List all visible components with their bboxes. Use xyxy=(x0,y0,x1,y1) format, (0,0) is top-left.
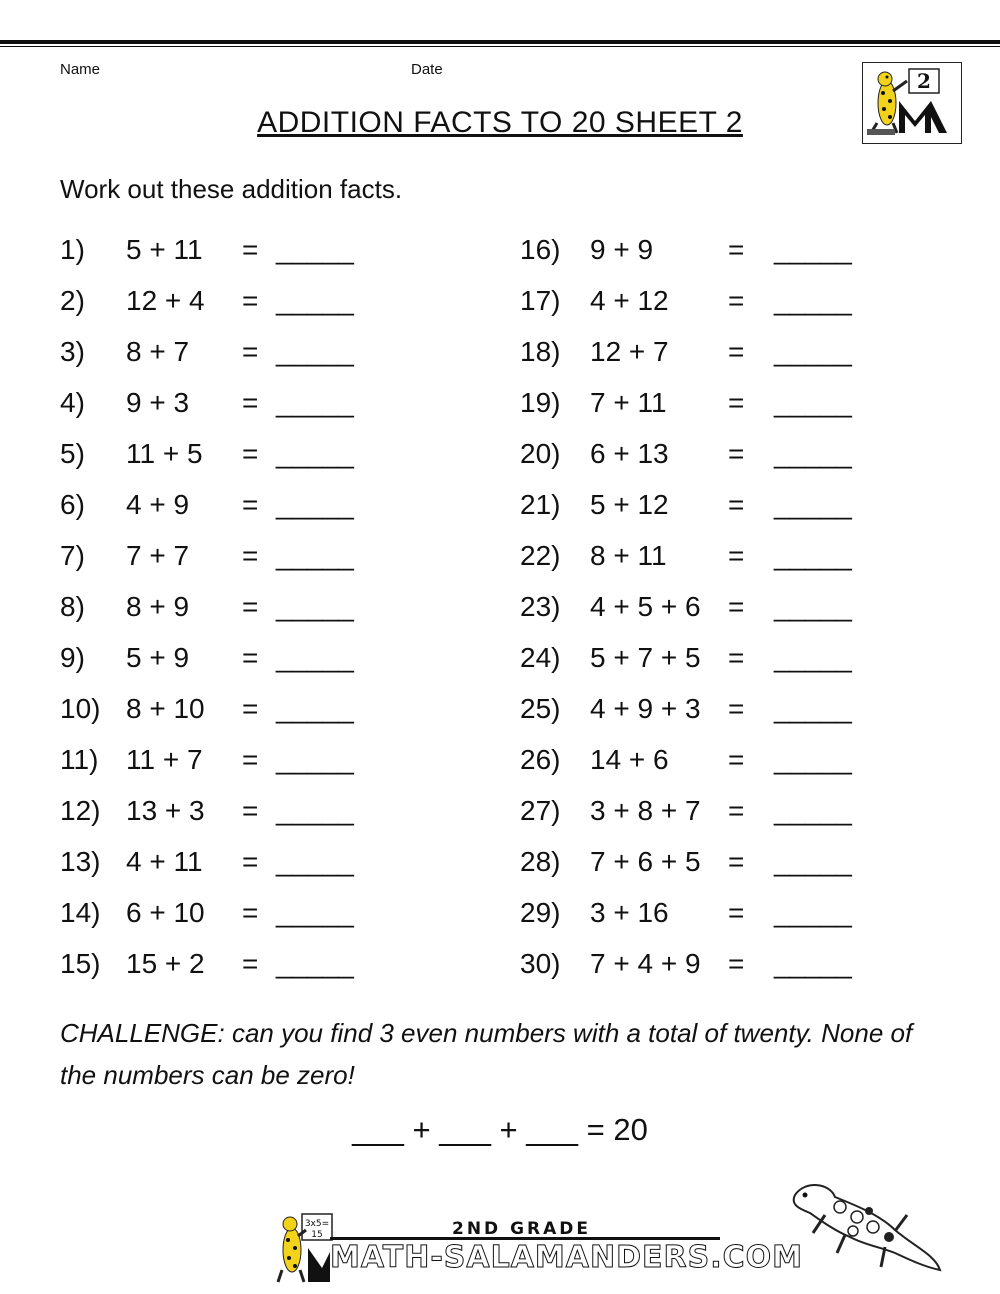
problem-number: 13) xyxy=(60,846,101,877)
problem-number: 1) xyxy=(60,234,85,265)
problem-row xyxy=(0,942,1000,986)
problem-expression: 5 + 11 xyxy=(126,234,203,265)
answer-blank[interactable]: _____ xyxy=(276,693,354,724)
problem-number: 15) xyxy=(60,948,101,979)
answer-blank[interactable]: _____ xyxy=(774,795,852,826)
name-label: Name xyxy=(60,61,101,78)
problem-number: 22) xyxy=(520,540,561,571)
problem-expression: 6 + 10 xyxy=(126,897,205,928)
answer-blank[interactable]: _____ xyxy=(774,846,852,877)
problem-number: 6) xyxy=(60,489,85,520)
problem-expression: 12 + 7 xyxy=(590,336,669,367)
equals-sign: = xyxy=(242,846,259,877)
problem-expression: 13 + 3 xyxy=(126,795,205,826)
problem-expression: 4 + 9 + 3 xyxy=(590,693,701,724)
footer-board-text-1: 3x5= xyxy=(304,1219,330,1229)
answer-blank[interactable]: _____ xyxy=(774,642,852,673)
challenge-text: CHALLENGE: can you find 3 even numbers with a total of twenty. None of the numbers can be zero! xyxy=(60,1018,913,1090)
equals-sign: = xyxy=(242,693,259,724)
equals-sign: = xyxy=(728,744,745,775)
problem-number: 4) xyxy=(60,387,85,418)
equals-sign: = xyxy=(242,234,259,265)
answer-blank[interactable]: _____ xyxy=(774,336,852,367)
problem-expression: 5 + 12 xyxy=(590,489,669,520)
equals-sign: = xyxy=(242,540,259,571)
answer-blank[interactable]: _____ xyxy=(276,897,354,928)
problem-number: 12) xyxy=(60,795,101,826)
equals-sign: = xyxy=(728,642,745,673)
top-rule xyxy=(0,40,1000,44)
equals-sign: = xyxy=(728,387,745,418)
answer-blank[interactable]: _____ xyxy=(774,948,852,979)
problem-number: 16) xyxy=(520,234,561,265)
problem-expression: 7 + 6 + 5 xyxy=(590,846,701,877)
salamander-icon xyxy=(785,1175,945,1285)
problem-expression: 4 + 11 xyxy=(126,846,203,877)
problem-number: 28) xyxy=(520,846,561,877)
equals-sign: = xyxy=(242,744,259,775)
answer-blank[interactable]: _____ xyxy=(774,234,852,265)
equals-sign: = xyxy=(728,693,745,724)
equals-sign: = xyxy=(728,795,745,826)
answer-blank[interactable]: _____ xyxy=(276,336,354,367)
equals-sign: = xyxy=(728,234,745,265)
answer-blank[interactable]: _____ xyxy=(276,948,354,979)
problem-expression: 11 + 7 xyxy=(126,744,203,775)
problem-row xyxy=(0,483,1000,527)
problem-row xyxy=(0,279,1000,323)
answer-blank[interactable]: _____ xyxy=(774,285,852,316)
problem-expression: 8 + 10 xyxy=(126,693,205,724)
equals-sign: = xyxy=(728,438,745,469)
problem-expression: 15 + 2 xyxy=(126,948,205,979)
answer-blank[interactable]: _____ xyxy=(276,387,354,418)
equals-sign: = xyxy=(728,897,745,928)
problem-row xyxy=(0,891,1000,935)
problem-number: 2) xyxy=(60,285,85,316)
equals-sign: = xyxy=(242,438,259,469)
problem-row xyxy=(0,534,1000,578)
problem-row xyxy=(0,432,1000,476)
answer-blank[interactable]: _____ xyxy=(276,489,354,520)
equals-sign: = xyxy=(728,336,745,367)
problem-row xyxy=(0,381,1000,425)
problem-row xyxy=(0,636,1000,680)
answer-blank[interactable]: _____ xyxy=(774,438,852,469)
footer-grade: 2ND GRADE xyxy=(452,1219,592,1239)
problem-number: 9) xyxy=(60,642,85,673)
problem-number: 20) xyxy=(520,438,561,469)
problem-row xyxy=(0,585,1000,629)
answer-blank[interactable]: _____ xyxy=(774,693,852,724)
problem-number: 29) xyxy=(520,897,561,928)
answer-blank[interactable]: _____ xyxy=(276,438,354,469)
problem-number: 19) xyxy=(520,387,561,418)
equals-sign: = xyxy=(242,387,259,418)
answer-blank[interactable]: _____ xyxy=(276,642,354,673)
problem-number: 7) xyxy=(60,540,85,571)
answer-blank[interactable]: _____ xyxy=(774,897,852,928)
equals-sign: = xyxy=(242,948,259,979)
equals-sign: = xyxy=(242,489,259,520)
problem-expression: 4 + 5 + 6 xyxy=(590,591,701,622)
problem-number: 25) xyxy=(520,693,561,724)
problem-number: 17) xyxy=(520,285,561,316)
problem-expression: 6 + 13 xyxy=(590,438,669,469)
problem-number: 18) xyxy=(520,336,561,367)
footer-site-link[interactable]: MATH-SALAMANDERS.COM xyxy=(330,1240,803,1275)
problem-expression: 8 + 9 xyxy=(126,591,190,622)
equals-sign: = xyxy=(242,795,259,826)
answer-blank[interactable]: _____ xyxy=(276,540,354,571)
problem-row xyxy=(0,840,1000,884)
answer-blank[interactable]: _____ xyxy=(276,234,354,265)
equals-sign: = xyxy=(728,948,745,979)
equals-sign: = xyxy=(728,285,745,316)
problem-expression: 9 + 9 xyxy=(590,234,654,265)
answer-blank[interactable]: _____ xyxy=(774,591,852,622)
problem-number: 21) xyxy=(520,489,561,520)
equals-sign: = xyxy=(242,642,259,673)
problem-number: 5) xyxy=(60,438,85,469)
equals-sign: = xyxy=(242,336,259,367)
instruction-text: Work out these addition facts. xyxy=(60,174,403,204)
challenge-equation: ___ + ___ + ___ = 20 xyxy=(352,1112,648,1147)
answer-blank[interactable]: _____ xyxy=(276,591,354,622)
problem-row xyxy=(0,738,1000,782)
equals-sign: = xyxy=(242,285,259,316)
problem-row xyxy=(0,228,1000,272)
problem-expression: 12 + 4 xyxy=(126,285,205,316)
problem-expression: 9 + 3 xyxy=(126,387,190,418)
answer-blank[interactable]: _____ xyxy=(774,489,852,520)
answer-blank[interactable]: _____ xyxy=(276,744,354,775)
problem-row xyxy=(0,789,1000,833)
problem-expression: 4 + 12 xyxy=(590,285,669,316)
problem-number: 24) xyxy=(520,642,561,673)
equals-sign: = xyxy=(728,591,745,622)
answer-blank[interactable]: _____ xyxy=(774,387,852,418)
date-label: Date xyxy=(411,61,443,78)
problem-number: 3) xyxy=(60,336,85,367)
page-title: ADDITION FACTS TO 20 SHEET 2 xyxy=(257,106,743,139)
answer-blank[interactable]: _____ xyxy=(276,795,354,826)
top-rule-thin xyxy=(0,46,1000,47)
answer-blank[interactable]: _____ xyxy=(774,540,852,571)
equals-sign: = xyxy=(728,489,745,520)
problem-number: 11) xyxy=(60,744,99,775)
problem-number: 8) xyxy=(60,591,85,622)
logo-grade-number: 2 xyxy=(917,69,931,93)
problem-expression: 7 + 7 xyxy=(126,540,190,571)
equals-sign: = xyxy=(728,540,745,571)
answer-blank[interactable]: _____ xyxy=(774,744,852,775)
problem-expression: 14 + 6 xyxy=(590,744,669,775)
answer-blank[interactable]: _____ xyxy=(276,846,354,877)
problem-number: 10) xyxy=(60,693,101,724)
footer-board-text-2: 15 xyxy=(311,1230,323,1240)
problem-expression: 8 + 11 xyxy=(590,540,667,571)
problem-number: 30) xyxy=(520,948,561,979)
answer-blank[interactable]: _____ xyxy=(276,285,354,316)
equals-sign: = xyxy=(728,846,745,877)
problem-expression: 8 + 7 xyxy=(126,336,190,367)
equals-sign: = xyxy=(242,591,259,622)
problem-number: 23) xyxy=(520,591,561,622)
problem-number: 27) xyxy=(520,795,561,826)
problem-expression: 3 + 16 xyxy=(590,897,669,928)
problem-row xyxy=(0,687,1000,731)
equals-sign: = xyxy=(242,897,259,928)
problem-expression: 7 + 4 + 9 xyxy=(590,948,701,979)
problem-expression: 5 + 7 + 5 xyxy=(590,642,701,673)
problem-number: 14) xyxy=(60,897,101,928)
problem-row xyxy=(0,330,1000,374)
problem-number: 26) xyxy=(520,744,561,775)
problem-expression: 3 + 8 + 7 xyxy=(590,795,701,826)
problem-expression: 11 + 5 xyxy=(126,438,203,469)
problem-expression: 5 + 9 xyxy=(126,642,190,673)
problem-expression: 7 + 11 xyxy=(590,387,667,418)
problem-expression: 4 + 9 xyxy=(126,489,190,520)
